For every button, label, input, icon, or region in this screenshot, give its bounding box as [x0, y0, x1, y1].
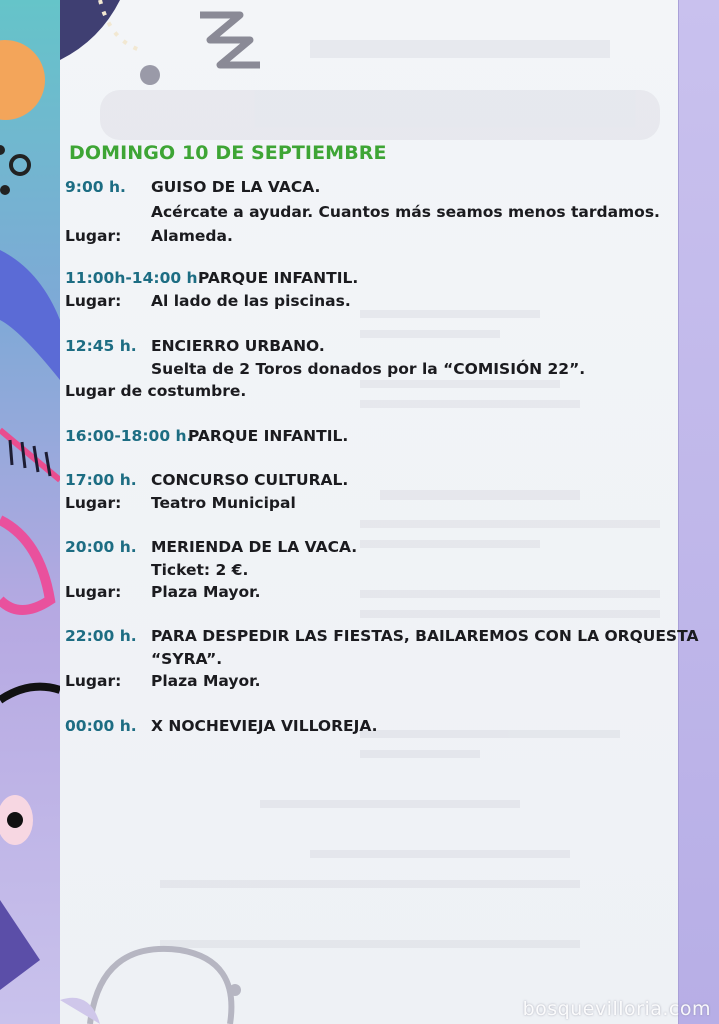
- page-title: DOMINGO 10 DE SEPTIEMBRE: [69, 142, 387, 164]
- watermark: bosquevilloria.com: [522, 998, 711, 1020]
- event-name: PARQUE INFANTIL.: [198, 269, 359, 287]
- event-time: 11:00h-14:00 h.: [65, 269, 204, 287]
- event-detail: “SYRA”.: [151, 650, 223, 668]
- event-time: 16:00-18:00 h.: [65, 427, 193, 445]
- event-name: ENCIERRO URBANO.: [151, 337, 325, 355]
- event-extra: Lugar de costumbre.: [65, 382, 247, 400]
- event-time: 00:00 h.: [65, 717, 137, 735]
- event-place: Al lado de las piscinas.: [151, 292, 351, 310]
- event-place: Plaza Mayor.: [151, 672, 261, 690]
- event-place: Alameda.: [151, 227, 233, 245]
- decorative-top-shapes: [60, 0, 360, 140]
- event-time: 22:00 h.: [65, 627, 137, 645]
- event-time: 9:00 h.: [65, 178, 126, 196]
- event-time: 20:00 h.: [65, 538, 137, 556]
- event-name: GUISO DE LA VACA.: [151, 178, 321, 196]
- event-time: 12:45 h.: [65, 337, 137, 355]
- event-name: CONCURSO CULTURAL.: [151, 471, 349, 489]
- event-place: Plaza Mayor.: [151, 583, 261, 601]
- event-name: PARQUE INFANTIL.: [188, 427, 349, 445]
- decorative-left-strip: [0, 0, 60, 1024]
- event-place: Teatro Municipal: [151, 494, 296, 512]
- event-place-label: Lugar:: [65, 227, 122, 245]
- event-place-label: Lugar:: [65, 292, 122, 310]
- decorative-right-strip: [678, 0, 719, 1024]
- event-detail: Acércate a ayudar. Cuantos más seamos menos tardamos.: [151, 203, 660, 221]
- event-detail: Suelta de 2 Toros donados por la “COMISIÓN 22”.: [151, 360, 586, 378]
- decorative-bottom-shapes: [60, 880, 340, 1024]
- event-detail: Ticket: 2 €.: [151, 561, 249, 579]
- event-place-label: Lugar:: [65, 672, 122, 690]
- event-time: 17:00 h.: [65, 471, 137, 489]
- event-name: X NOCHEVIEJA VILLOREJA.: [151, 717, 378, 735]
- event-name: PARA DESPEDIR LAS FIESTAS, BAILAREMOS CON LA ORQUESTA: [151, 627, 699, 645]
- event-name: MERIENDA DE LA VACA.: [151, 538, 358, 556]
- event-place-label: Lugar:: [65, 583, 122, 601]
- event-place-label: Lugar:: [65, 494, 122, 512]
